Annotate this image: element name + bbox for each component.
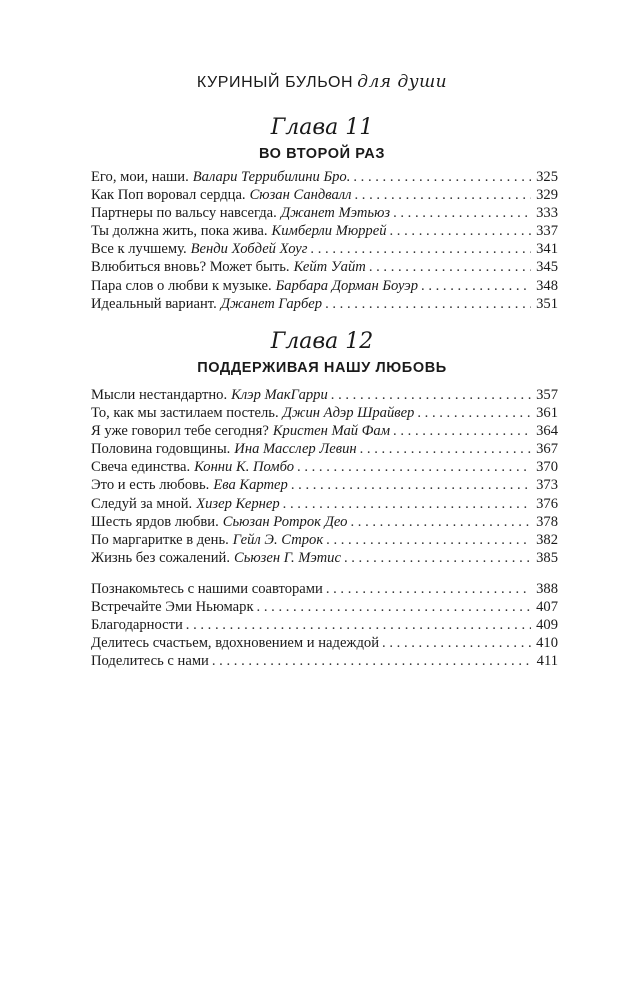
chapter-title: ПОДДЕРЖИВАЯ НАШУ ЛЮБОВЬ (197, 360, 447, 376)
entry-author: Валари Террибилини Бро. (192, 169, 351, 185)
entry-title: Познакомьтесь с нашими соавторами (91, 581, 323, 597)
entry-page-number: 345 (536, 259, 558, 276)
entry-title: Следуй за мной. (91, 495, 193, 512)
toc-entry[interactable] (91, 386, 558, 404)
chapter-12-toc (91, 386, 558, 567)
dot-leader (390, 222, 532, 240)
entry-title: То, как мы застилаем постель. (91, 405, 279, 422)
dot-leader (350, 513, 531, 531)
entry-page-number: 329 (536, 187, 558, 204)
entry-title: Идеальный вариант. (91, 295, 217, 312)
dot-leader (297, 458, 531, 476)
entry-title: Это и есть любовь. (91, 477, 210, 494)
running-header (0, 72, 644, 92)
dot-leader (325, 295, 531, 313)
entry-author: Ева Картер (213, 477, 288, 494)
chapter-11-toc (91, 168, 558, 313)
dot-leader (186, 616, 531, 634)
entry-title: Влюбиться вновь? Может быть. (91, 259, 290, 276)
toc-entry[interactable] (91, 240, 558, 258)
chapter-label: Глава 12 (270, 329, 374, 354)
toc-entry[interactable] (91, 531, 558, 549)
toc-entry[interactable] (91, 440, 558, 458)
chapter-11-heading (0, 115, 644, 164)
dot-leader (355, 186, 532, 204)
entry-page-number: 378 (536, 513, 558, 530)
entry-title: Поделитесь с нами (91, 653, 209, 670)
entry-page-number: 333 (536, 205, 558, 222)
toc-entry[interactable] (91, 404, 558, 422)
entry-page-number: 367 (536, 441, 558, 458)
entry-author: Гейл Э. Строк (232, 531, 324, 548)
dot-leader (369, 258, 531, 276)
entry-title: Половина годовщины. (91, 441, 231, 458)
toc-entry[interactable] (91, 222, 558, 240)
entry-author: Джанет Мэтьюз (280, 205, 391, 222)
entry-page-number: 382 (536, 531, 558, 548)
toc-entry[interactable] (91, 616, 558, 634)
entry-author: Сьюзен Г. Мэтис (234, 549, 341, 566)
dot-leader (393, 204, 531, 222)
entry-title: По маргаритке в день. (91, 531, 229, 548)
entry-title: Пара слов о любви к музыке. (91, 277, 272, 294)
entry-author: Джанет Гарбер (220, 295, 323, 312)
entry-author: Сьюзан Ротрок Део (222, 513, 348, 530)
chapter-12-heading (0, 329, 644, 378)
entry-page-number: 411 (536, 653, 558, 670)
entry-page-number: 409 (536, 617, 558, 634)
dot-leader (310, 240, 531, 258)
dot-leader (326, 531, 531, 549)
entry-author: Кимберли Мюррей (271, 223, 387, 240)
entry-author: Конни К. Помбо (194, 459, 295, 476)
toc-entry[interactable] (91, 295, 558, 313)
entry-page-number: 410 (536, 635, 558, 652)
dot-leader (382, 634, 531, 652)
entry-author: Венди Хобдей Хоуг (190, 241, 308, 258)
entry-title: Как Поп воровал сердца. (91, 187, 246, 204)
dot-leader (353, 168, 531, 186)
toc-entry[interactable] (91, 513, 558, 531)
dot-leader (283, 495, 531, 513)
toc-entry[interactable] (91, 598, 558, 616)
entry-title: Мысли нестандартно. (91, 387, 228, 403)
toc-entry[interactable] (91, 458, 558, 476)
entry-page-number: 407 (536, 599, 558, 616)
entry-title: Встречайте Эми Ньюмарк (91, 599, 254, 616)
book-title: КУРИНЫЙ БУЛЬОН (196, 74, 354, 91)
entry-title: Благодарности (91, 617, 183, 634)
entry-title: Партнеры по вальсу навсегда. (91, 205, 277, 222)
entry-page-number: 325 (536, 169, 558, 185)
entry-title: Шесть ярдов любви. (91, 513, 219, 530)
dot-leader (326, 580, 531, 598)
entry-page-number: 388 (536, 581, 558, 597)
dot-leader (393, 422, 531, 440)
book-title-script: для души (357, 72, 448, 92)
entry-page-number: 364 (536, 423, 558, 440)
entry-author: Барбара Дорман Боуэр (275, 277, 419, 294)
entry-author: Ина Масслер Левин (234, 441, 357, 458)
entry-page-number: 361 (536, 405, 558, 422)
backmatter-toc (91, 580, 558, 670)
entry-title: Свеча единства. (91, 459, 191, 476)
entry-title: Я уже говорил тебе сегодня? (91, 423, 269, 440)
dot-leader (331, 386, 531, 404)
toc-entry[interactable] (91, 580, 558, 598)
dot-leader (344, 549, 531, 567)
entry-page-number: 341 (536, 241, 558, 258)
toc-entry[interactable] (91, 277, 558, 295)
entry-author: Джин Адэр Шрайвер (282, 405, 415, 422)
entry-page-number: 373 (536, 477, 558, 494)
dot-leader (291, 476, 531, 494)
entry-page-number: 370 (536, 459, 558, 476)
dot-leader (360, 440, 531, 458)
entry-author: Кристен Май Фам (272, 423, 391, 440)
dot-leader (417, 404, 531, 422)
toc-entry[interactable] (91, 476, 558, 494)
entry-page-number: 351 (536, 295, 558, 312)
entry-title: Все к лучшему. (91, 241, 187, 258)
toc-entry[interactable] (91, 422, 558, 440)
entry-page-number: 385 (536, 549, 558, 566)
entry-page-number: 376 (536, 495, 558, 512)
toc-entry[interactable] (91, 258, 558, 276)
entry-author: Хизер Кернер (196, 495, 280, 512)
dot-leader (212, 652, 531, 670)
entry-author: Сюзан Сандвалл (249, 187, 352, 204)
entry-title: Ты должна жить, пока жива. (91, 223, 268, 240)
chapter-label: Глава 11 (270, 115, 374, 140)
entry-title: Жизнь без сожалений. (91, 549, 231, 566)
toc-entry[interactable] (91, 204, 558, 222)
entry-title: Его, мои, наши. (91, 169, 189, 185)
dot-leader (257, 598, 531, 616)
dot-leader (421, 277, 531, 295)
chapter-title: ВО ВТОРОЙ РАЗ (258, 146, 386, 162)
entry-page-number: 348 (536, 277, 558, 294)
entry-page-number: 357 (536, 387, 558, 403)
entry-title: Делитесь счастьем, вдохновением и надеждой (91, 635, 380, 652)
toc-entry[interactable] (91, 186, 558, 204)
toc-entry[interactable] (91, 549, 558, 567)
toc-entry[interactable] (91, 168, 558, 186)
entry-author: Клэр МакГарри (231, 387, 328, 403)
toc-entry[interactable] (91, 652, 558, 670)
toc-entry[interactable] (91, 495, 558, 513)
toc-entry[interactable] (91, 634, 558, 652)
entry-author: Кейт Уайт (293, 259, 366, 276)
entry-page-number: 337 (536, 223, 558, 240)
